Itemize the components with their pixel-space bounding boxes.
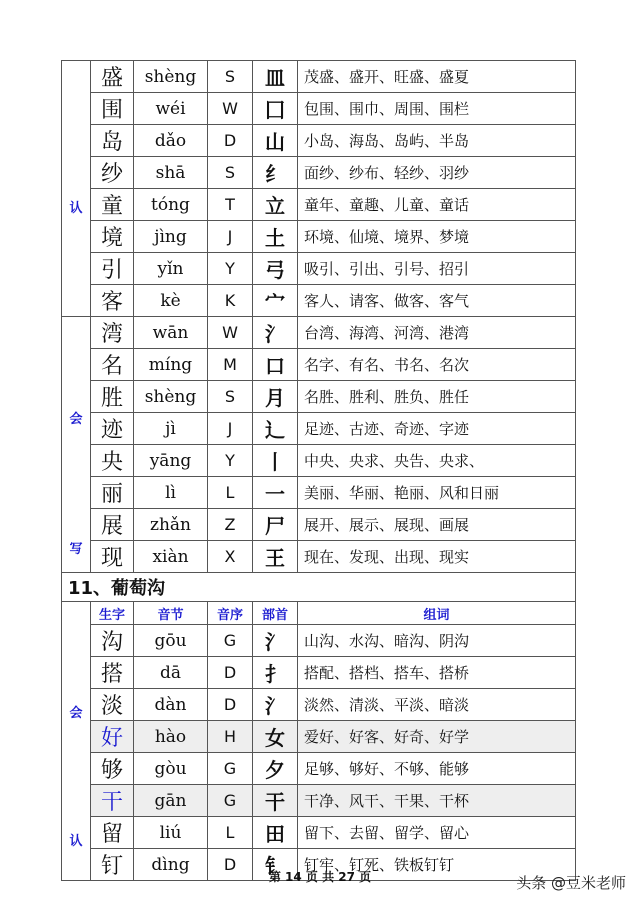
column-header-radical: 部首 [253, 602, 298, 625]
cell-letter: K [208, 285, 253, 317]
cell-radical: 田 [253, 817, 298, 849]
cell-char: 好 [91, 721, 134, 753]
cell-letter: L [208, 477, 253, 509]
cell-radical: 一 [253, 477, 298, 509]
cell-char: 围 [91, 93, 134, 125]
cell-pinyin: jìng [134, 221, 208, 253]
category-label: 认 [69, 833, 83, 849]
cell-char: 名 [91, 349, 134, 381]
cell-words: 淡然、清淡、平淡、暗淡 [298, 689, 576, 721]
cell-char: 钉 [91, 849, 134, 881]
cell-pinyin: shèng [134, 381, 208, 413]
cell-words: 展开、展示、展现、画展 [298, 509, 576, 541]
cell-pinyin: lì [134, 477, 208, 509]
cell-pinyin: hào [134, 721, 208, 753]
cell-letter: S [208, 157, 253, 189]
cell-pinyin: wéi [134, 93, 208, 125]
cell-pinyin: shèng [134, 61, 208, 93]
cell-words: 名胜、胜利、胜负、胜任 [298, 381, 576, 413]
word-row [62, 381, 576, 413]
cell-radical: 辶 [253, 413, 298, 445]
word-row [62, 285, 576, 317]
word-row [62, 221, 576, 253]
category-label: 写 [69, 542, 83, 557]
word-row [62, 125, 576, 157]
cell-char: 搭 [91, 657, 134, 689]
cell-pinyin: yāng [134, 445, 208, 477]
column-header-char: 生字 [91, 602, 134, 625]
cell-words: 爱好、好客、好奇、好学 [298, 721, 576, 753]
cell-char: 现 [91, 541, 134, 573]
cell-pinyin: shā [134, 157, 208, 189]
cell-letter: W [208, 93, 253, 125]
cell-char: 留 [91, 817, 134, 849]
word-row [62, 189, 576, 221]
cell-words: 吸引、引出、引号、招引 [298, 253, 576, 285]
cell-words: 美丽、华丽、艳丽、风和日丽 [298, 477, 576, 509]
cell-radical: 土 [253, 221, 298, 253]
cell-char: 童 [91, 189, 134, 221]
cell-radical: 弓 [253, 253, 298, 285]
cell-pinyin: gān [134, 785, 208, 817]
cell-radical: 女 [253, 721, 298, 753]
cell-radical: 夕 [253, 753, 298, 785]
cell-pinyin: gōu [134, 625, 208, 657]
cell-letter: D [208, 849, 253, 881]
cell-letter: G [208, 753, 253, 785]
cell-char: 央 [91, 445, 134, 477]
cell-letter: S [208, 61, 253, 93]
cell-letter: L [208, 817, 253, 849]
cell-pinyin: dā [134, 657, 208, 689]
category-cell [62, 602, 91, 881]
word-row [62, 625, 576, 657]
cell-radical: 钅 [253, 849, 298, 881]
cell-letter: D [208, 689, 253, 721]
cell-char: 丽 [91, 477, 134, 509]
cell-char: 引 [91, 253, 134, 285]
cell-char: 胜 [91, 381, 134, 413]
word-row [62, 445, 576, 477]
word-row-highlighted [62, 721, 576, 753]
cell-radical: 王 [253, 541, 298, 573]
word-row [62, 317, 576, 349]
cell-words: 面纱、纱布、轻纱、羽纱 [298, 157, 576, 189]
cell-radical: 月 [253, 381, 298, 413]
cell-words: 环境、仙境、境界、梦境 [298, 221, 576, 253]
cell-letter: M [208, 349, 253, 381]
category-cell [62, 317, 91, 573]
cell-radical: 干 [253, 785, 298, 817]
cell-radical: 囗 [253, 93, 298, 125]
cell-letter: G [208, 785, 253, 817]
cell-radical: 扌 [253, 657, 298, 689]
cell-letter: W [208, 317, 253, 349]
cell-pinyin: tóng [134, 189, 208, 221]
cell-letter: Z [208, 509, 253, 541]
cell-words: 客人、请客、做客、客气 [298, 285, 576, 317]
cell-words: 中央、央求、央告、央求、 [298, 445, 576, 477]
lesson-title: 11、葡萄沟 [62, 573, 576, 602]
word-row [62, 253, 576, 285]
watermark-text: 头条 @豆米老师 [516, 874, 626, 892]
table-header-row [62, 602, 576, 625]
cell-radical: 纟 [253, 157, 298, 189]
cell-char: 干 [91, 785, 134, 817]
column-header-pinyin: 音节 [134, 602, 208, 625]
cell-letter: Y [208, 445, 253, 477]
cell-pinyin: kè [134, 285, 208, 317]
word-row-highlighted [62, 785, 576, 817]
word-row [62, 413, 576, 445]
cell-char: 岛 [91, 125, 134, 157]
cell-pinyin: yǐn [134, 253, 208, 285]
cell-radical: 氵 [253, 317, 298, 349]
word-row [62, 657, 576, 689]
cell-pinyin: gòu [134, 753, 208, 785]
cell-words: 台湾、海湾、河湾、港湾 [298, 317, 576, 349]
cell-words: 名字、有名、书名、名次 [298, 349, 576, 381]
cell-char: 客 [91, 285, 134, 317]
cell-pinyin: xiàn [134, 541, 208, 573]
cell-radical: 山 [253, 125, 298, 157]
cell-pinyin: dàn [134, 689, 208, 721]
cell-letter: D [208, 125, 253, 157]
cell-pinyin: dìng [134, 849, 208, 881]
word-row [62, 509, 576, 541]
lesson-title-row [62, 573, 576, 602]
cell-words: 茂盛、盛开、旺盛、盛夏 [298, 61, 576, 93]
cell-words: 山沟、水沟、暗沟、阴沟 [298, 625, 576, 657]
cell-pinyin: liú [134, 817, 208, 849]
word-row [62, 93, 576, 125]
cell-words: 钉牢、钉死、铁板钉钉 [298, 849, 576, 881]
cell-char: 纱 [91, 157, 134, 189]
cell-char: 盛 [91, 61, 134, 93]
cell-letter: X [208, 541, 253, 573]
column-header-words: 组词 [298, 602, 576, 625]
cell-letter: H [208, 721, 253, 753]
cell-radical: 丨 [253, 445, 298, 477]
cell-pinyin: míng [134, 349, 208, 381]
category-cell [62, 61, 91, 317]
cell-letter: J [208, 221, 253, 253]
cell-words: 小岛、海岛、岛屿、半岛 [298, 125, 576, 157]
cell-pinyin: zhǎn [134, 509, 208, 541]
cell-words: 童年、童趣、儿童、童话 [298, 189, 576, 221]
word-row [62, 61, 576, 93]
column-header-letter: 音序 [208, 602, 253, 625]
cell-words: 搭配、搭档、搭车、搭桥 [298, 657, 576, 689]
cell-letter: D [208, 657, 253, 689]
cell-radical: 氵 [253, 689, 298, 721]
cell-letter: Y [208, 253, 253, 285]
page-footer: 第 14 页 共 27 页 [268, 870, 372, 884]
cell-char: 沟 [91, 625, 134, 657]
cell-pinyin: wān [134, 317, 208, 349]
cell-char: 展 [91, 509, 134, 541]
cell-words: 足迹、古迹、奇迹、字迹 [298, 413, 576, 445]
cell-char: 境 [91, 221, 134, 253]
cell-words: 包围、围巾、周围、围栏 [298, 93, 576, 125]
cell-radical: 口 [253, 349, 298, 381]
cell-letter: S [208, 381, 253, 413]
cell-letter: G [208, 625, 253, 657]
cell-char: 湾 [91, 317, 134, 349]
word-row [62, 477, 576, 509]
cell-radical: 皿 [253, 61, 298, 93]
category-label: 认 [69, 200, 83, 216]
cell-char: 够 [91, 753, 134, 785]
cell-radical: 氵 [253, 625, 298, 657]
word-row [62, 753, 576, 785]
cell-letter: T [208, 189, 253, 221]
cell-pinyin: dǎo [134, 125, 208, 157]
word-row [62, 689, 576, 721]
cell-words: 足够、够好、不够、能够 [298, 753, 576, 785]
category-label: 会 [69, 412, 83, 427]
word-row [62, 541, 576, 573]
word-row [62, 157, 576, 189]
cell-radical: 尸 [253, 509, 298, 541]
cell-words: 现在、发现、出现、现实 [298, 541, 576, 573]
category-label: 会 [69, 705, 83, 721]
cell-char: 淡 [91, 689, 134, 721]
cell-pinyin: jì [134, 413, 208, 445]
cell-words: 干净、风干、干果、干杯 [298, 785, 576, 817]
word-row [62, 817, 576, 849]
vocabulary-table [61, 60, 576, 881]
cell-radical: 立 [253, 189, 298, 221]
vocabulary-table-body [62, 61, 576, 881]
cell-radical: 宀 [253, 285, 298, 317]
cell-words: 留下、去留、留学、留心 [298, 817, 576, 849]
word-row [62, 349, 576, 381]
cell-char: 迹 [91, 413, 134, 445]
cell-letter: J [208, 413, 253, 445]
